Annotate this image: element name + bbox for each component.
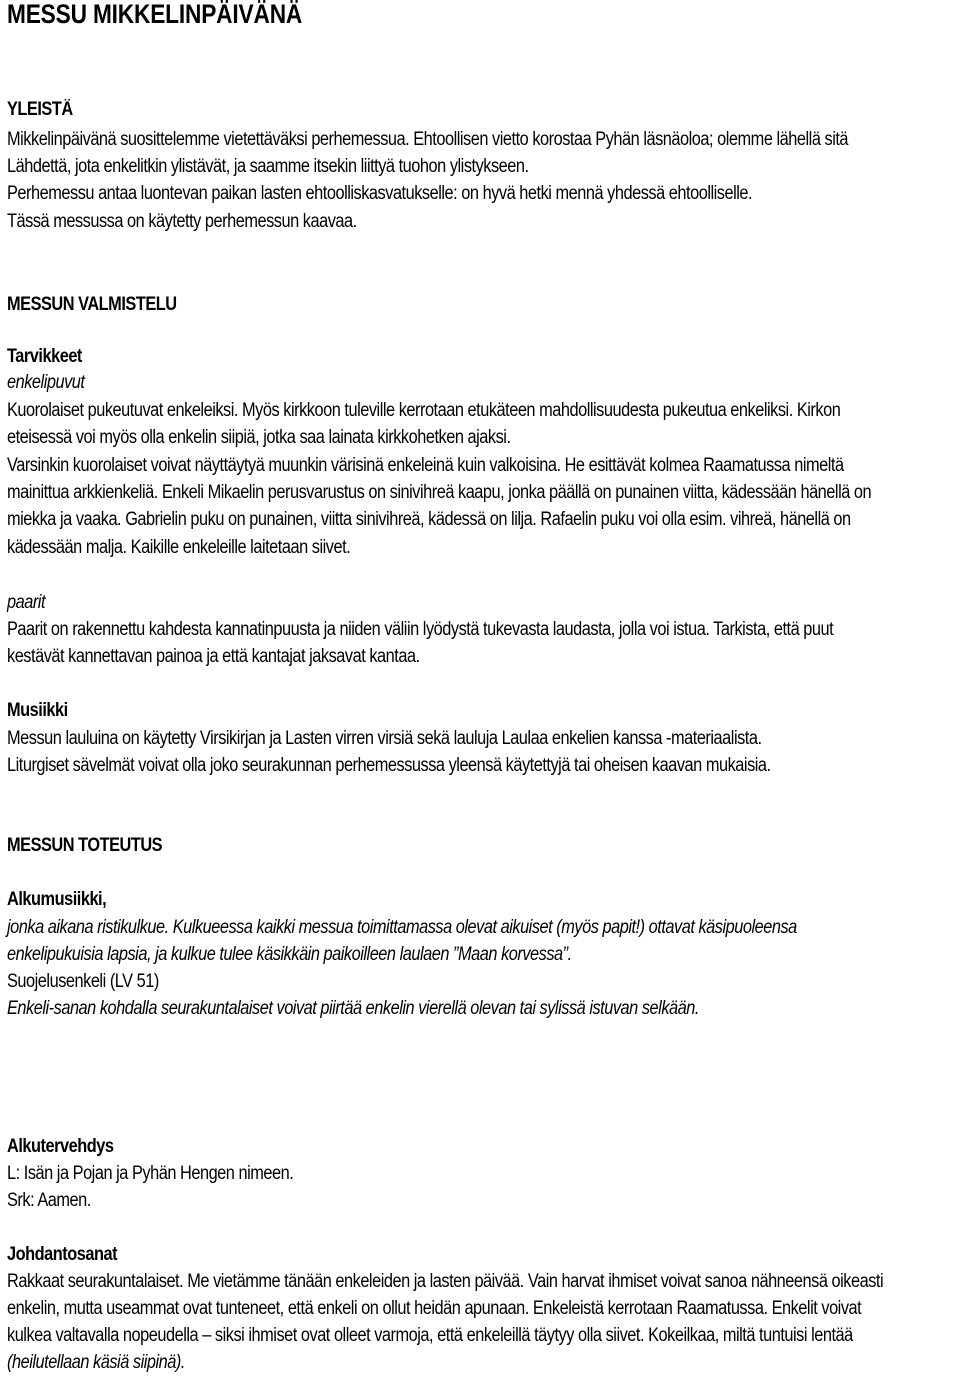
paragraph-line: Mikkelinpäivänä suosittelemme vietettäväksi perhemessua. Ehtoollisen vietto korostaa Pyhän läsnäoloa; olemme lähellä sitä [7,129,849,150]
paragraph-line: eteisessä voi myös olla enkelin siipiä, jotka saa lainata kirkkohetken ajaksi. [7,427,511,448]
paragraph-line: Kuorolaiset pukeutuvat enkeleiksi. Myös kirkkoon tuleville kerrotaan etukäteen mahdollisuudesta pukeutua enkeliksi. Kirkon [7,400,841,421]
subheading-johdantosanat: Johdantosanat [7,1244,118,1265]
paragraph-line: kestävät kannettavan painoa ja että kantajat jaksavat kantaa. [7,646,420,667]
subheading-alkumusiikki: Alkumusiikki, [7,889,107,910]
subheading-musiikki: Musiikki [7,700,68,721]
subheading-alkutervehdys: Alkutervehdys [7,1136,114,1157]
paragraph-line: Lähdettä, jota enkelitkin ylistävät, ja saamme itsekin liittyä tuohon ylistykseen. [7,156,529,177]
italic-line: Enkeli-sanan kohdalla seurakuntalaiset voivat piirtää enkelin vierellä olevan tai sylissä istuvan selkään. [7,998,699,1019]
italic-line: enkelipukuisia lapsia, ja kulkue tulee käsikkäin paikoilleen laulaen ”Maan korvessa”. [7,944,572,965]
paragraph-line: Rakkaat seurakuntalaiset. Me vietämme tänään enkeleiden ja lasten päivää. Vain harvat ihmiset voivat sanoa nähneensä oikeasti [7,1271,884,1292]
paragraph-line: miekka ja vaaka. Gabrielin puku on punainen, viitta sinivihreä, kädessä on lilja. Rafaelin puku voi olla esim. vihreä, hänellä on [7,509,851,530]
paragraph-line: Perhemessu antaa luontevan paikan lasten ehtoolliskasvatukselle: on hyvä hetki mennä yhdessä ehtoolliselle. [7,183,753,204]
section-heading-valmistelu: MESSUN VALMISTELU [7,294,177,315]
paragraph-line: Messun lauluina on käytetty Virsikirjan ja Lasten virren virsiä sekä lauluja Laulaa enkelien kanssa -materiaalista. [7,728,762,749]
paragraph-line: Srk: Aamen. [7,1190,91,1211]
italic-line: (heilutellaan käsiä siipinä). [7,1352,185,1373]
paragraph-line: kulkea valtavalla nopeudella – siksi ihmiset ovat olleet varmoja, että enkeleillä täytyy olla siivet. Kokeilkaa, miltä tuntuisi lentää [7,1325,853,1346]
paragraph-line: enkelin, mutta useammat ovat tunteneet, että enkeli on ollut heidän apunaan. Enkeleistä kerrotaan Raamatussa. Enkelit voivat [7,1298,862,1319]
label-paarit: paarit [7,592,46,613]
paragraph-line: kädessään malja. Kaikille enkeleille laitetaan siivet. [7,537,351,558]
document-title: MESSU MIKKELINPÄIVÄNÄ [7,0,303,29]
label-enkelipuvut: enkelipuvut [7,372,85,393]
section-heading-toteutus: MESSUN TOTEUTUS [7,835,163,856]
paragraph-line: Paarit on rakennettu kahdesta kannatinpuusta ja niiden väliin lyödystä tukevasta laudasta, jolla voi istua. Tarkista, että puut [7,619,834,640]
hymn-reference: Suojelusenkeli (LV 51) [7,971,159,992]
paragraph-line: mainittua arkkienkeliä. Enkeli Mikaelin perusvarustus on sinivihreä kaapu, jonka päällä on punainen viitta, kädessään hänellä on [7,482,872,503]
paragraph-line: Varsinkin kuorolaiset voivat näyttäytyä muunkin värisinä enkeleinä kuin valkoisina. He esittävät kolmea Raamatussa nimeltä [7,455,844,476]
paragraph-line: L: Isän ja Pojan ja Pyhän Hengen nimeen. [7,1163,294,1184]
paragraph-line: Tässä messussa on käytetty perhemessun kaavaa. [7,211,357,232]
paragraph-line: Liturgiset sävelmät voivat olla joko seurakunnan perhemessussa yleensä käytettyjä tai oheisen kaavan mukaisia. [7,755,771,776]
italic-line: jonka aikana ristikulkue. Kulkueessa kaikki messua toimittamassa olevat aikuiset (myös papit!) ottavat käsipuoleensa [7,917,797,938]
section-heading-yleista: YLEISTÄ [7,99,73,120]
subheading-tarvikkeet: Tarvikkeet [7,346,82,367]
